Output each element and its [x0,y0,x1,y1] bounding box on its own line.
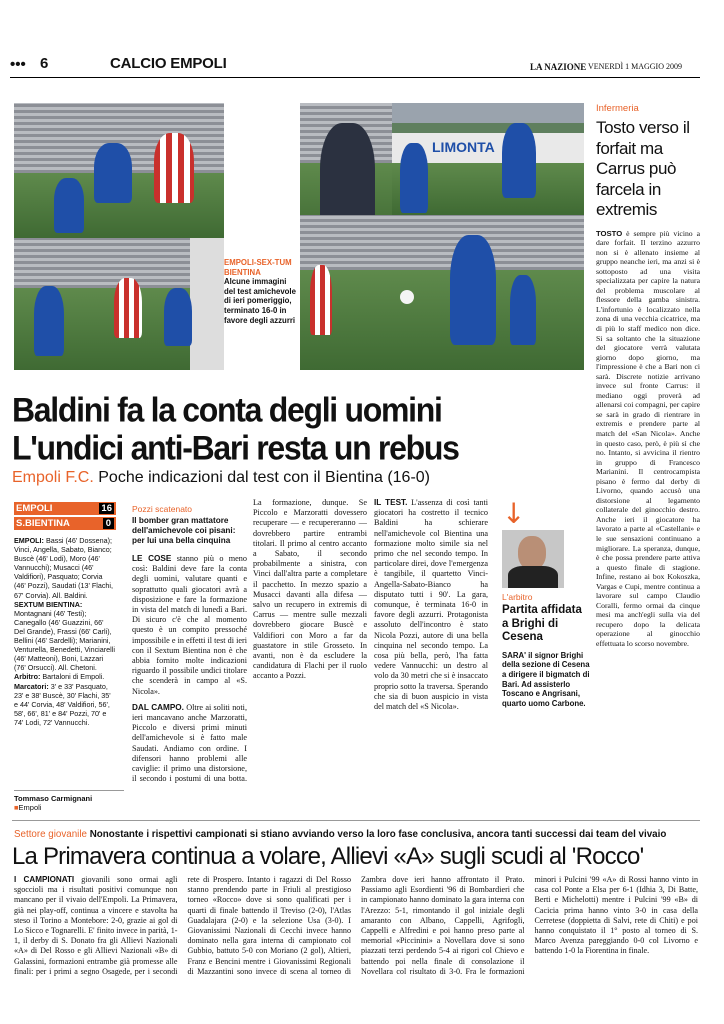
section-divider [12,820,700,821]
article-standfirst: Il bomber gran mattatore dell'amichevole coi pisani: per lui una bella cinquina [132,516,236,545]
photo-caption-text: Alcune immagini del test amichevole di ieri pomeriggio, terminato 16-0 in favore degli azzurri [224,277,296,325]
arbitro-headline: Partita affidata a Brighi di Cesena [502,604,582,643]
infermeria-headline: Tosto verso il forfait ma Carrus può farcela in extremis [596,118,690,219]
infermeria-lead: TOSTO [596,228,623,238]
sub-kicker: Empoli F.C. [12,469,94,486]
team1-name: EMPOLI [16,503,53,514]
lineups [14,536,116,727]
lineup-bientina: SEXTUM BIENTINA: Montagnani (46' Testi); Canegallo (46' Guazzini, 66' Del Grande), Frassi (66' Carli), Bellini (46' Sardelli); Marianini, Venturella, Benedetti, Vinciarelli (46' Matteoni), Boni, Lazzari (76' Orsucci). All. Chetoni. [14,599,115,673]
infermeria-column [596,103,700,649]
youth-standfirst-line [14,829,704,840]
header-dots: ••• [10,56,26,73]
youth-standfirst: Nonostante i rispettivi campionati si stiano avviando verso la loro fase conclusiva, ancora tanti successi dai team del vivaio [89,829,667,840]
newspaper-name: LA NAZIONE [530,62,587,72]
arbitro-box [502,497,590,709]
team2-name: S.BIENTINA [16,518,70,529]
scorers: Marcatori: 3' e 33' Pasquato, 23' e 38' Buscè, 30' Flachi, 35' e 44' Corvia, 48' Valdifiori, 56', 58', 66', 81' e 84' Pozzi, 70' e 74' Lodi, 72' Vannucchi. [14,681,111,727]
photo-caption-label: EMPOLI-SEX-TUM BIENTINA [224,258,292,277]
referee-photo [502,530,564,588]
infermeria-kicker: Infermeria [596,103,639,114]
youth-kicker: Settore giovanile [14,829,87,840]
arbitro-text: SARA' il signor Brighi della sezione di Cesena a dirigere il bigmatch di Bari. Ad assisterlo Toscano e Angrisani, quarto uomo Carbone. [502,650,590,709]
team2-score: 0 [103,518,114,529]
page-number: 6 [40,55,49,72]
article-kicker: Pozzi scatenato [132,504,193,514]
match-photo-2 [14,238,224,370]
author [14,790,124,812]
article-p2: DAL CAMPO. Oltre ai soliti noti, ieri mancavano anche Marzoratti, Piccolo e diversi primi minuti dell'amichevole si è fatto male Saudati. Andiamo con ordine. I difensori hanno problemi alle caviglie: il primo una distorsione, il secondo i postumi di una botta. [132,702,247,784]
section-title: CALCIO EMPOLI [110,55,227,72]
team1-score: 16 [101,503,112,514]
main-subheadline [12,469,430,487]
article-col-1 [132,504,247,785]
photo-caption [224,258,298,325]
scoreboard [14,502,116,727]
infermeria-text: è sempre più vicino a dare forfait. Il terzino azzurro non si è allenato insieme al gruppo neanche ieri, ma anzi si è sottoposto ad una visita specializzata per capire la natura del problema muscolare al flessore della gamba sinistra. L'infortunio è localizzato nella zona di una vecchia cicatrice, ma di più lo staff medico non dice. Si sa soltanto che la situazione del giocatore verrà valutata giorno dopo giorno, ma l'impressione è che a Bari non ci sarà. Discrete notizie arrivano invece sul fronte Carrus: il mediano oggi proverà ad allenarsi coi compagni, per capire se sarà in grado di rientrare in extremis e prendere parte al match del «San Nicola». Anche in questo caso, però, è più sì che no. Intanto, si avvicina il rientro in gruppo di Francesco Marianini. Il centrocampista pisano è fermo dal derby di Livorno, quando accusò una distorsione al legamento collaterale del ginocchio destro. Anche ieri il giocatore ha lavorato a parte al «Castellani» e le sue sensazioni continuano a migliorare. La speranza, dunque, è che possa prendere parte attiva a questo finale di stagione. Infine, restano ai box Kokoszka, Vargas e Cupi, mentre continua a lavorare sul campo Claudio Coralli, fermo ormai da cinque mesi ma anch'egli sulla via del recupero dopo la delicata operazione al ginocchio effettuata lo scorso novembre. [596,228,700,649]
article-col-3: IL TEST. L'assenza di così tanti giocatori ha costretto il tecnico Baldini ha schierare nell'amichevole col Bientina una formazione molto simile sia nel primo che nel secondo tempo. In particolare direi, dove l'emergenza è tangibile, il quartetto Vinci-Angella-Sabato-Bianco ha disputato tutti i 90'. La gara, comunque, è terminata 16-0 in favore degli azzurri. Protagonista assoluto dell'incontro è stato Nicola Pozzi, autore di una bella cinquina nel secondo tempo. La cosa più bella, però, l'ha fatta vedere Vannucchi: un destro al volo da 30 metri che si è insaccato proprio sotto la traversa. Sperando che sia di buon auspicio in vista del match del «S Nicola». [374,498,488,712]
header-date: VENERDÌ 1 MAGGIO 2009 [588,62,682,71]
match-photo-5 [300,215,584,370]
author-place: ■Empoli [14,803,42,812]
sub-text: Poche indicazioni dal test con il Bientina (16-0) [98,469,430,486]
match-photo-4 [392,103,584,215]
article-p1: LE COSE stanno più o meno così: Baldini deve fare la conta degli uomini, valutare quanti e soprattutto quali giocatori avrà a disposizione e fare la formazione in vista del match di lunedì a Bari. Di sicuro c'è che al momento questo è un compito pressoché impossibile e in effetti il test di ieri con il Sextum Bientina non è che abbia fornito molte indicazioni riguardo il possibile undici titolare che scenderà in campo al «S. Nicola». [132,554,247,696]
match-photo-1 [14,103,224,238]
youth-headline: La Primavera continua a volare, Allievi «A» sugli scudi al 'Rocco' [12,843,644,870]
main-headline-1: Baldini fa la conta degli uomini [12,390,442,429]
page-header [10,54,700,78]
arbitro-kicker: L'arbitro [502,592,533,602]
main-headline-2: L'undici anti-Bari resta un rebus [12,428,459,467]
infermeria-body [596,229,700,649]
banner-limonta: LIMONTA [432,139,495,155]
lineup-empoli: EMPOLI: Bassi (46' Dossena); Vinci, Angella, Sabato, Bianco; Buscè (46' Lodi), Moro (46' Vannucchi); Musacci (46' Valdifiori), Pasquato; Corvia (46' Pozzi), Saudati (13' Flachi, 67' Corvia). All. Baldini. [14,536,114,600]
article-col-2: La formazione, dunque. Se Piccolo e Marzoratti dovessero recuperare — e recupereranno — dovrebbero partire entrambi titolari. Il primo al centro accanto a Sabato, il secondo probabilmente a sinistra, con Vinci dall'altra parte a completare il pacchetto. In mezzo spazio a Musacci davanti alla difesa — salvo un recupero in extremis di Carrus — mentre sulle mezzali dovrebbero giocare Buscè e Valdifiori con Moro a far da guastatore in stile Grosseto. In avanti, non è da escludere la candidatura di Flachi per il ruolo accanto a Pozzi. [253,498,367,681]
author-name: Tommaso Carmignani [14,794,93,803]
referee: Arbitro: Bartaloni di Empoli. [14,672,105,682]
youth-body: I CAMPIONATI giovanili sono ormai agli sgoccioli ma i risultati positivi comunque non mancano per il vivaio dell'Empoli. La Primavera, già nei play-off, continua a vincere e stavolta ha steso il Torino a Montebore: 2-0, grazie ai gol di Lo Sicco e Tognarelli. E' finito invece in parità, 1-1, il derby di S. Donato fra gli Allievi Nazionali «A» di Del Rosso e gli Allievi Nazionali «B» di Galassini, formazioni entrambe già promesse alle finali: per i primi a segno Osagede, per i secondi rete di Prospero. Intanto i ragazzi di Del Rosso stanno prendendo parte in Friuli al prestigioso torneo «Rocco» dove si sono qualificati per i quarti di finale battendo il Treviso (2-0), l'Atlas Guadalajara (2-0) e la selezione Usa (3-0). I Giovanissimi Nazionali di Cecchi invece hanno dominato nella gara interna di campionato col Gubbio, battuto 5-0 con Moriano (2 gol), Altieri, Franz e Bencini mentre i Giovanissimi Regionali di Mazzantini sono invece di scena al torneo di Zambra dove ieri hanno affrontato il Prato. Passiamo agli Esordienti '96 di Bombardieri che in campionato hanno dominato la gara interna con l'Arezzo: 5-1, rimontando il gol iniziale degli amaranto con Albano, Cappelli, Agrifogli, Cappelli e Alfredini e poi hanno preso parte al memorial «Piccinini» a Novellara dove si sono piazzati terzi perdendo 5-4 ai rigori col Chievo e battendo poi nella finale di consolazione il Novellara col risultato di 3-0. Fra le formazioni minori i Pulcini '99 «A» di Rossi hanno vinto in casa col Ponte a Elsa per 6-1 (Idhia 3, Di Batte, Berti e Michelotti) mentre i Pulcini '99 «B» di Cacicia prima hanno vinto 3-0 in casa della Cerretese (doppietta di Salvi, rete di Chiti) e poi hanno conquistato il 1° posto al torneo di S. Marco Avenza pareggiando 0-0 col Livorno e battendo 1-0 la Fiorentina in finale. [14,875,698,976]
down-arrow-icon: ↓ [502,497,526,530]
